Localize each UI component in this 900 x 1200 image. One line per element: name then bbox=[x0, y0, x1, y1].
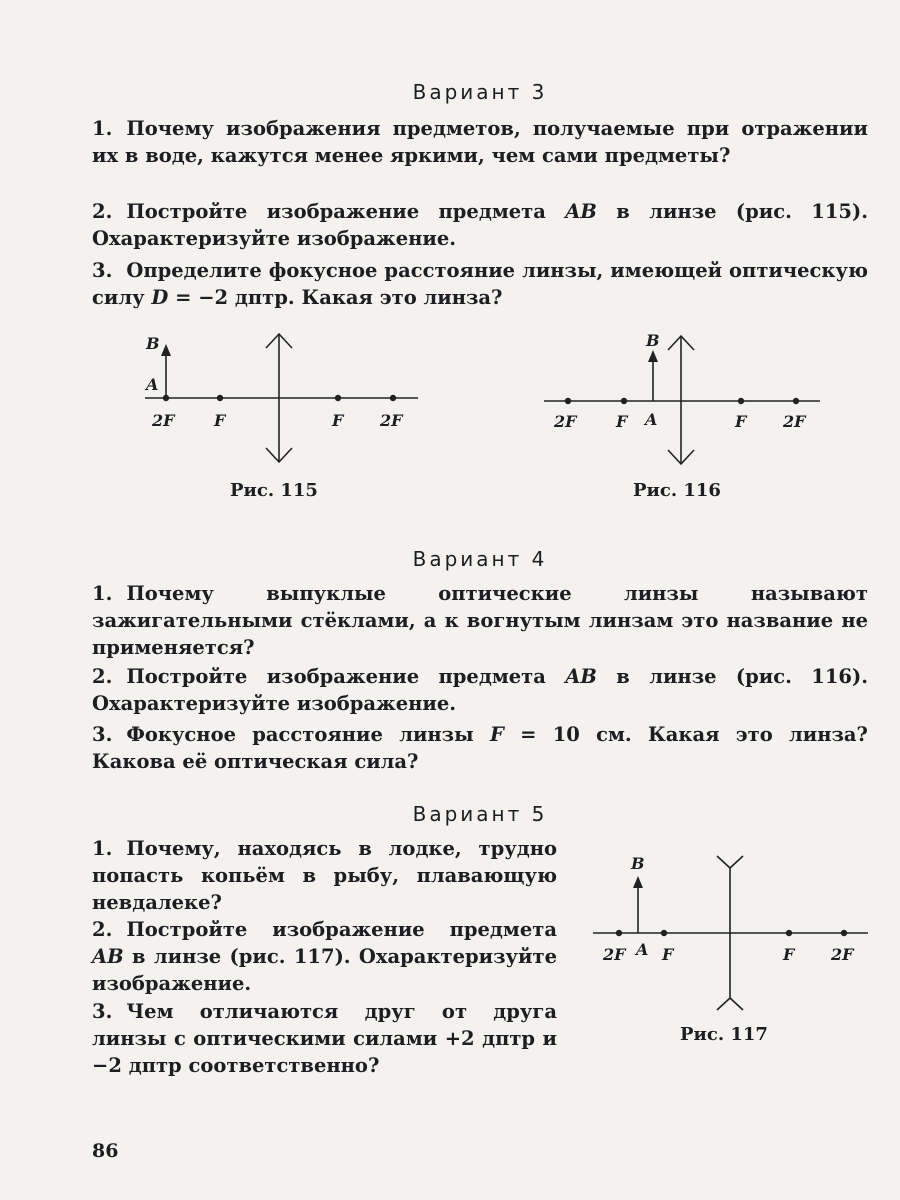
label-b: B bbox=[646, 331, 660, 350]
variant-4-question-2 bbox=[92, 663, 868, 717]
question-text: Почему изображения предметов, получаемые при отражении их в воде, кажутся менее яркими, чем сами предметы? bbox=[92, 117, 868, 167]
label-2f-left: 2F bbox=[152, 411, 175, 430]
variant-3-title: Вариант 3 bbox=[412, 80, 548, 104]
label-2f-left: 2F bbox=[554, 412, 577, 431]
point-f-right bbox=[335, 395, 341, 401]
point-f-left bbox=[621, 398, 627, 404]
point-2f-left bbox=[565, 398, 571, 404]
lens-arrow-bottom bbox=[717, 998, 743, 1010]
label-f-left: F bbox=[662, 945, 674, 964]
question-text: в линзе (рис. 116). Охарактеризуйте изображение. bbox=[92, 665, 869, 715]
variable-label: D bbox=[151, 286, 169, 309]
question-number: 3. bbox=[92, 1000, 113, 1023]
question-text: Почему, находясь в лодке, трудно попасть копьём в рыбу, плавающую невдалеке? bbox=[92, 837, 557, 914]
question-text: Определите фокусное расстояние линзы, имеющей оптическую силу bbox=[92, 259, 868, 309]
question-number: 2. bbox=[92, 918, 113, 941]
point-2f-right bbox=[793, 398, 799, 404]
variant-5-question-2 bbox=[92, 916, 557, 997]
question-text: = −2 дптр. Какая это линза? bbox=[168, 286, 503, 309]
variant-5-question-3 bbox=[92, 998, 557, 1079]
variant-5-question-1 bbox=[92, 835, 557, 916]
point-2f-left bbox=[616, 930, 622, 936]
object-arrowhead bbox=[648, 350, 658, 362]
point-2f-right bbox=[841, 930, 847, 936]
point-2f-left bbox=[163, 395, 169, 401]
point-f-right bbox=[738, 398, 744, 404]
point-f-left bbox=[217, 395, 223, 401]
object-label: AB bbox=[92, 945, 124, 968]
figure-115 bbox=[144, 334, 418, 462]
figure-117-caption: Рис. 117 bbox=[680, 1024, 768, 1045]
label-b: B bbox=[631, 854, 645, 873]
question-text: = 10 см. Какая это линза? Какова её оптическая сила? bbox=[92, 723, 868, 773]
variant-4-question-1 bbox=[92, 580, 868, 661]
question-text: Фокусное расстояние линзы bbox=[126, 723, 490, 746]
question-text: в линзе (рис. 115). Охарактеризуйте изображение. bbox=[92, 200, 869, 250]
label-2f-right: 2F bbox=[380, 411, 403, 430]
question-text: Постройте изображение предмета bbox=[126, 200, 566, 223]
question-text: Постройте изображение предмета bbox=[126, 665, 566, 688]
question-number: 1. bbox=[92, 117, 113, 140]
figure-116-caption: Рис. 116 bbox=[633, 480, 721, 501]
label-f-left: F bbox=[616, 412, 628, 431]
question-number: 2. bbox=[92, 665, 113, 688]
variant-4-title: Вариант 4 bbox=[412, 547, 548, 571]
object-label: AB bbox=[565, 200, 597, 223]
question-text: Чем отличаются друг от друга линзы с оптическими силами +2 дптр и −2 дптр соответственно? bbox=[92, 1000, 557, 1077]
label-f-right: F bbox=[332, 411, 344, 430]
question-text: Почему выпуклые оптические линзы называют зажигательными стёклами, а к вогнутым линзам это название не применяется? bbox=[92, 582, 868, 659]
object-arrowhead bbox=[161, 344, 171, 356]
label-2f-right: 2F bbox=[831, 945, 854, 964]
point-f-right bbox=[786, 930, 792, 936]
label-b: B bbox=[146, 334, 160, 353]
label-2f-right: 2F bbox=[783, 412, 806, 431]
lens-arrow-top bbox=[717, 856, 743, 868]
question-number: 3. bbox=[92, 259, 113, 282]
label-f-right: F bbox=[735, 412, 747, 431]
figure-116 bbox=[544, 331, 820, 464]
variable-label: F bbox=[489, 723, 504, 746]
question-number: 2. bbox=[92, 200, 113, 223]
variant-4-question-3 bbox=[92, 721, 868, 775]
question-number: 1. bbox=[92, 582, 113, 605]
question-number: 3. bbox=[92, 723, 113, 746]
label-a: A bbox=[645, 410, 658, 429]
variant-5-title: Вариант 5 bbox=[412, 802, 548, 826]
question-text: в линзе (рис. 117). Охарактеризуйте изображение. bbox=[92, 945, 557, 995]
question-number: 1. bbox=[92, 837, 113, 860]
figure-115-caption: Рис. 115 bbox=[230, 480, 318, 501]
figure-117 bbox=[593, 854, 868, 1010]
object-arrowhead bbox=[633, 876, 643, 888]
page-number: 86 bbox=[92, 1140, 119, 1162]
label-2f-left: 2F bbox=[603, 945, 626, 964]
question-text: Постройте изображение предмета bbox=[126, 918, 557, 941]
label-f-right: F bbox=[783, 945, 795, 964]
point-f-left bbox=[661, 930, 667, 936]
label-a: A bbox=[636, 940, 649, 959]
object-label: AB bbox=[565, 665, 597, 688]
point-2f-right bbox=[390, 395, 396, 401]
label-f-left: F bbox=[214, 411, 226, 430]
label-a: A bbox=[146, 375, 159, 394]
